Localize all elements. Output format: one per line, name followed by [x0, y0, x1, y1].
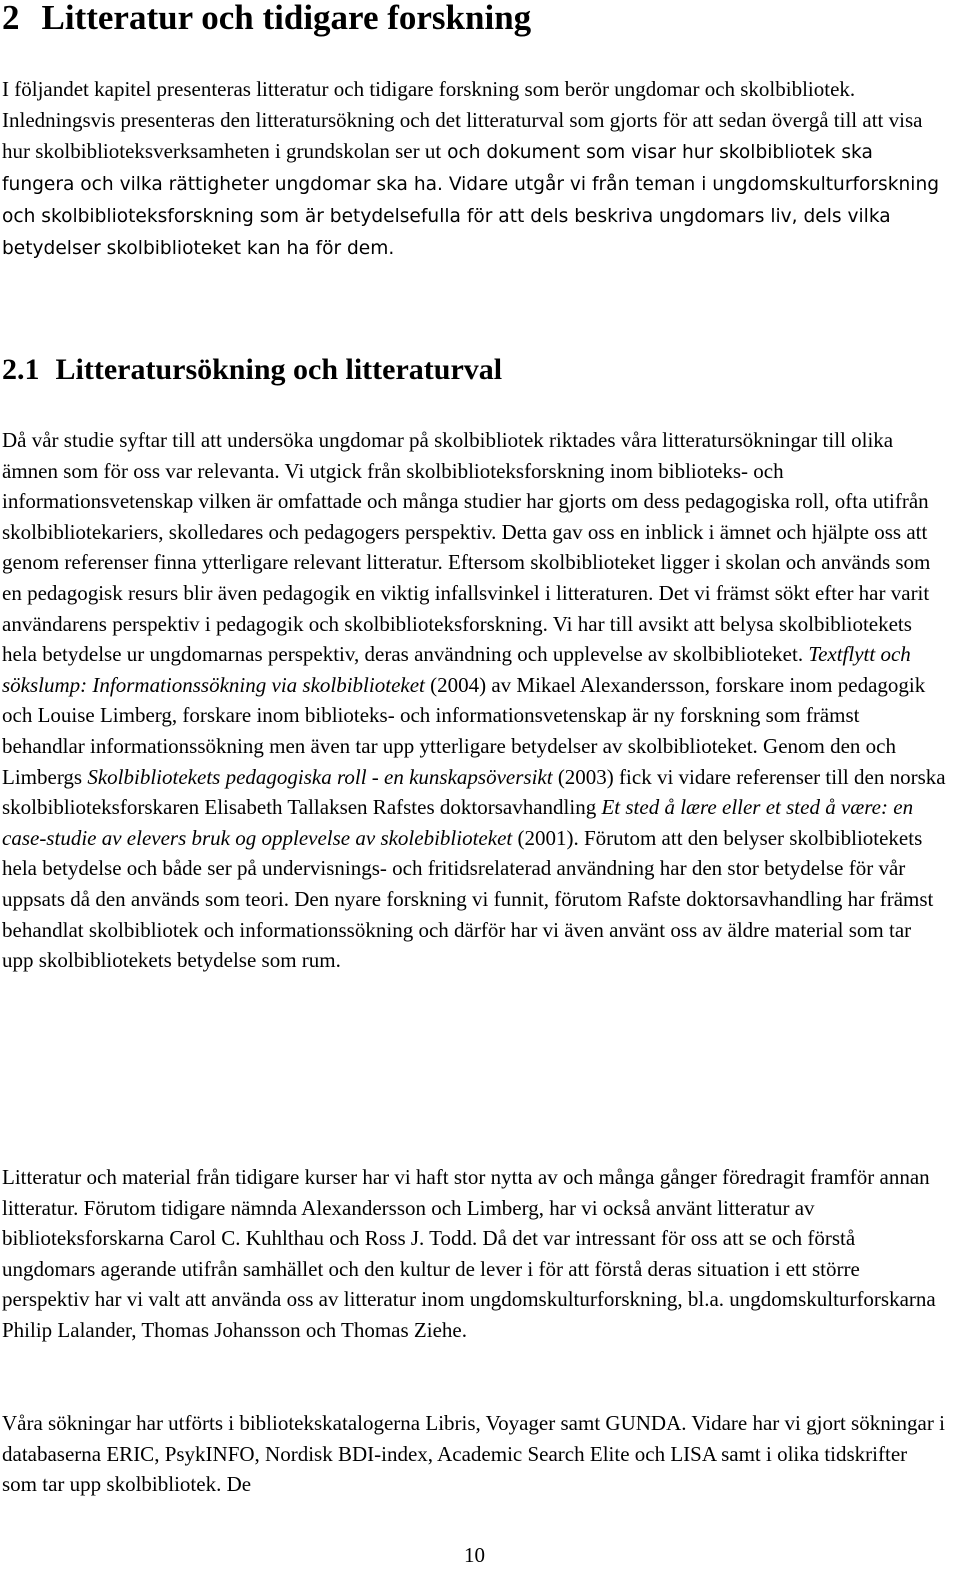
body-paragraph-1 [2, 425, 947, 976]
chapter-number: 2 [2, 0, 20, 37]
paragraph-1-text-2: (2004) av Mikael Alexandersson, forskare inom pedagogik och Louise Limberg, forskare inom biblioteks- och informationsvetenskap är ny forskning som främst behandlar informationssökning men även tar upp ytterligare betydelser av skolbiblioteket. Genom den och Limbergs [2, 672, 926, 789]
section-heading [2, 350, 502, 390]
body-paragraph-2: Litteratur och material från tidigare kurser har vi haft stor nytta av och många gånger föredragit framför annan litteratur. Förutom tidigare nämnda Alexandersson och Limberg, har vi också använt litteratur av biblioteksforskarna Carol C. Kuhlthau och Ross J. Todd. Då det var intressant för oss att se och förstå ungdomars agerande utifrån samhället och den kultur de lever i för att förstå deras situation i ett större perspektiv har vi valt att använda oss av litteratur inom ungdomskulturforskning, bl.a. ungdomskulturforskarna Philip Lalander, Thomas Johansson och Thomas Ziehe. [2, 1165, 936, 1342]
body-paragraph-3: Våra sökningar har utförts i bibliotekskatalogerna Libris, Voyager samt GUNDA. Vidare har vi gjort sökningar i databaserna ERIC, PsykINFO, Nordisk BDI-index, Academic Search Elite och LISA samt i olika tidskrifter som tar upp skolbibliotek. De [2, 1411, 945, 1497]
intro-serif-text: I följandet kapitel presenteras litteratur och tidigare forskning som berör ungdomar och skolbibliotek. Inledningsvis presenteras den litteratursökning och det litteraturval som gjorts för att sedan övergå till att visa hur skolbiblioteksverksamheten i grundskolan ser ut [2, 77, 923, 163]
paragraph-1-text-1: Då vår studie syftar till att undersöka ungdomar på skolbibliotek riktades våra litteratursökningar till olika ämnen som för oss var relevanta. Vi utgick från skolbiblioteksforskning inom biblioteks- och informationsvetenskap vilken är omfattade och många studier har gjorts om dess pedagogiska roll, ofta utifrån skolbibliotekariers, skolledares och pedagogers perspektiv. Detta gav oss en inblick i ämnet och hjälpte oss att genom referenser finna ytterligare relevant litteratur. Eftersom skolbiblioteket ligger i skolan och används som en pedagogisk resurs blir även pedagogik en viktig infallsvinkel i litteraturen. Det vi främst sökt efter har varit användarens perspektiv i pedagogik och skolbiblioteksforskning. Vi har till avsikt att belysa skolbibliotekets hela betydelse ur ungdomarnas perspektiv, deras användning och upplevelse av skolbiblioteket. [2, 428, 931, 667]
section-number: 2.1 [2, 353, 40, 386]
page-number: 10 [464, 1543, 485, 1567]
section-title: Litteratursökning och litteraturval [55, 353, 503, 386]
paragraph-1-text-4: (2001). Förutom att den belyser skolbibliotekets hela betydelse och både ser på undervisnings- och fritidsrelaterad användning har den stor betydelse för vår uppsats då den används som teori. Den nyare forskning vi funnit, förutom Rafste doktorsavhandling har främst behandlat skolbibliotek och informationssökning och därför har vi även använt oss av äldre material som tar upp skolbibliotekets betydelse som rum. [2, 825, 934, 973]
book-title-et-sted: Et sted å lære eller et sted å være: en case-studie av elevers bruk og opplevelse av skolebiblioteket [2, 795, 914, 850]
chapter-heading [2, 0, 531, 40]
book-title-textflytt: Textflytt och sökslump: Informationssökning via skolbiblioteket [2, 642, 911, 697]
book-title-skolbibliotekets-roll: Skolbibliotekets pedagogiska roll - en kunskapsöversikt [87, 764, 553, 789]
chapter-title: Litteratur och tidigare forskning [41, 0, 532, 37]
intro-paragraph [2, 74, 947, 264]
paragraph-1-text-3: (2003) fick vi vidare referenser till den norska skolbiblioteksforskaren Elisabeth Tallaksen Rafstes doktorsavhandling [2, 764, 946, 820]
intro-sans-text: och dokument som visar hur skolbibliotek ska fungera och vilka rättigheter ungdomar ska ha. Vidare utgår vi från teman i ungdomskulturforskning och skolbiblioteksforskning som är betydelsefulla för att dels beskriva ungdomars liv, dels vilka betydelser skolbiblioteket kan ha för dem. [2, 142, 940, 259]
